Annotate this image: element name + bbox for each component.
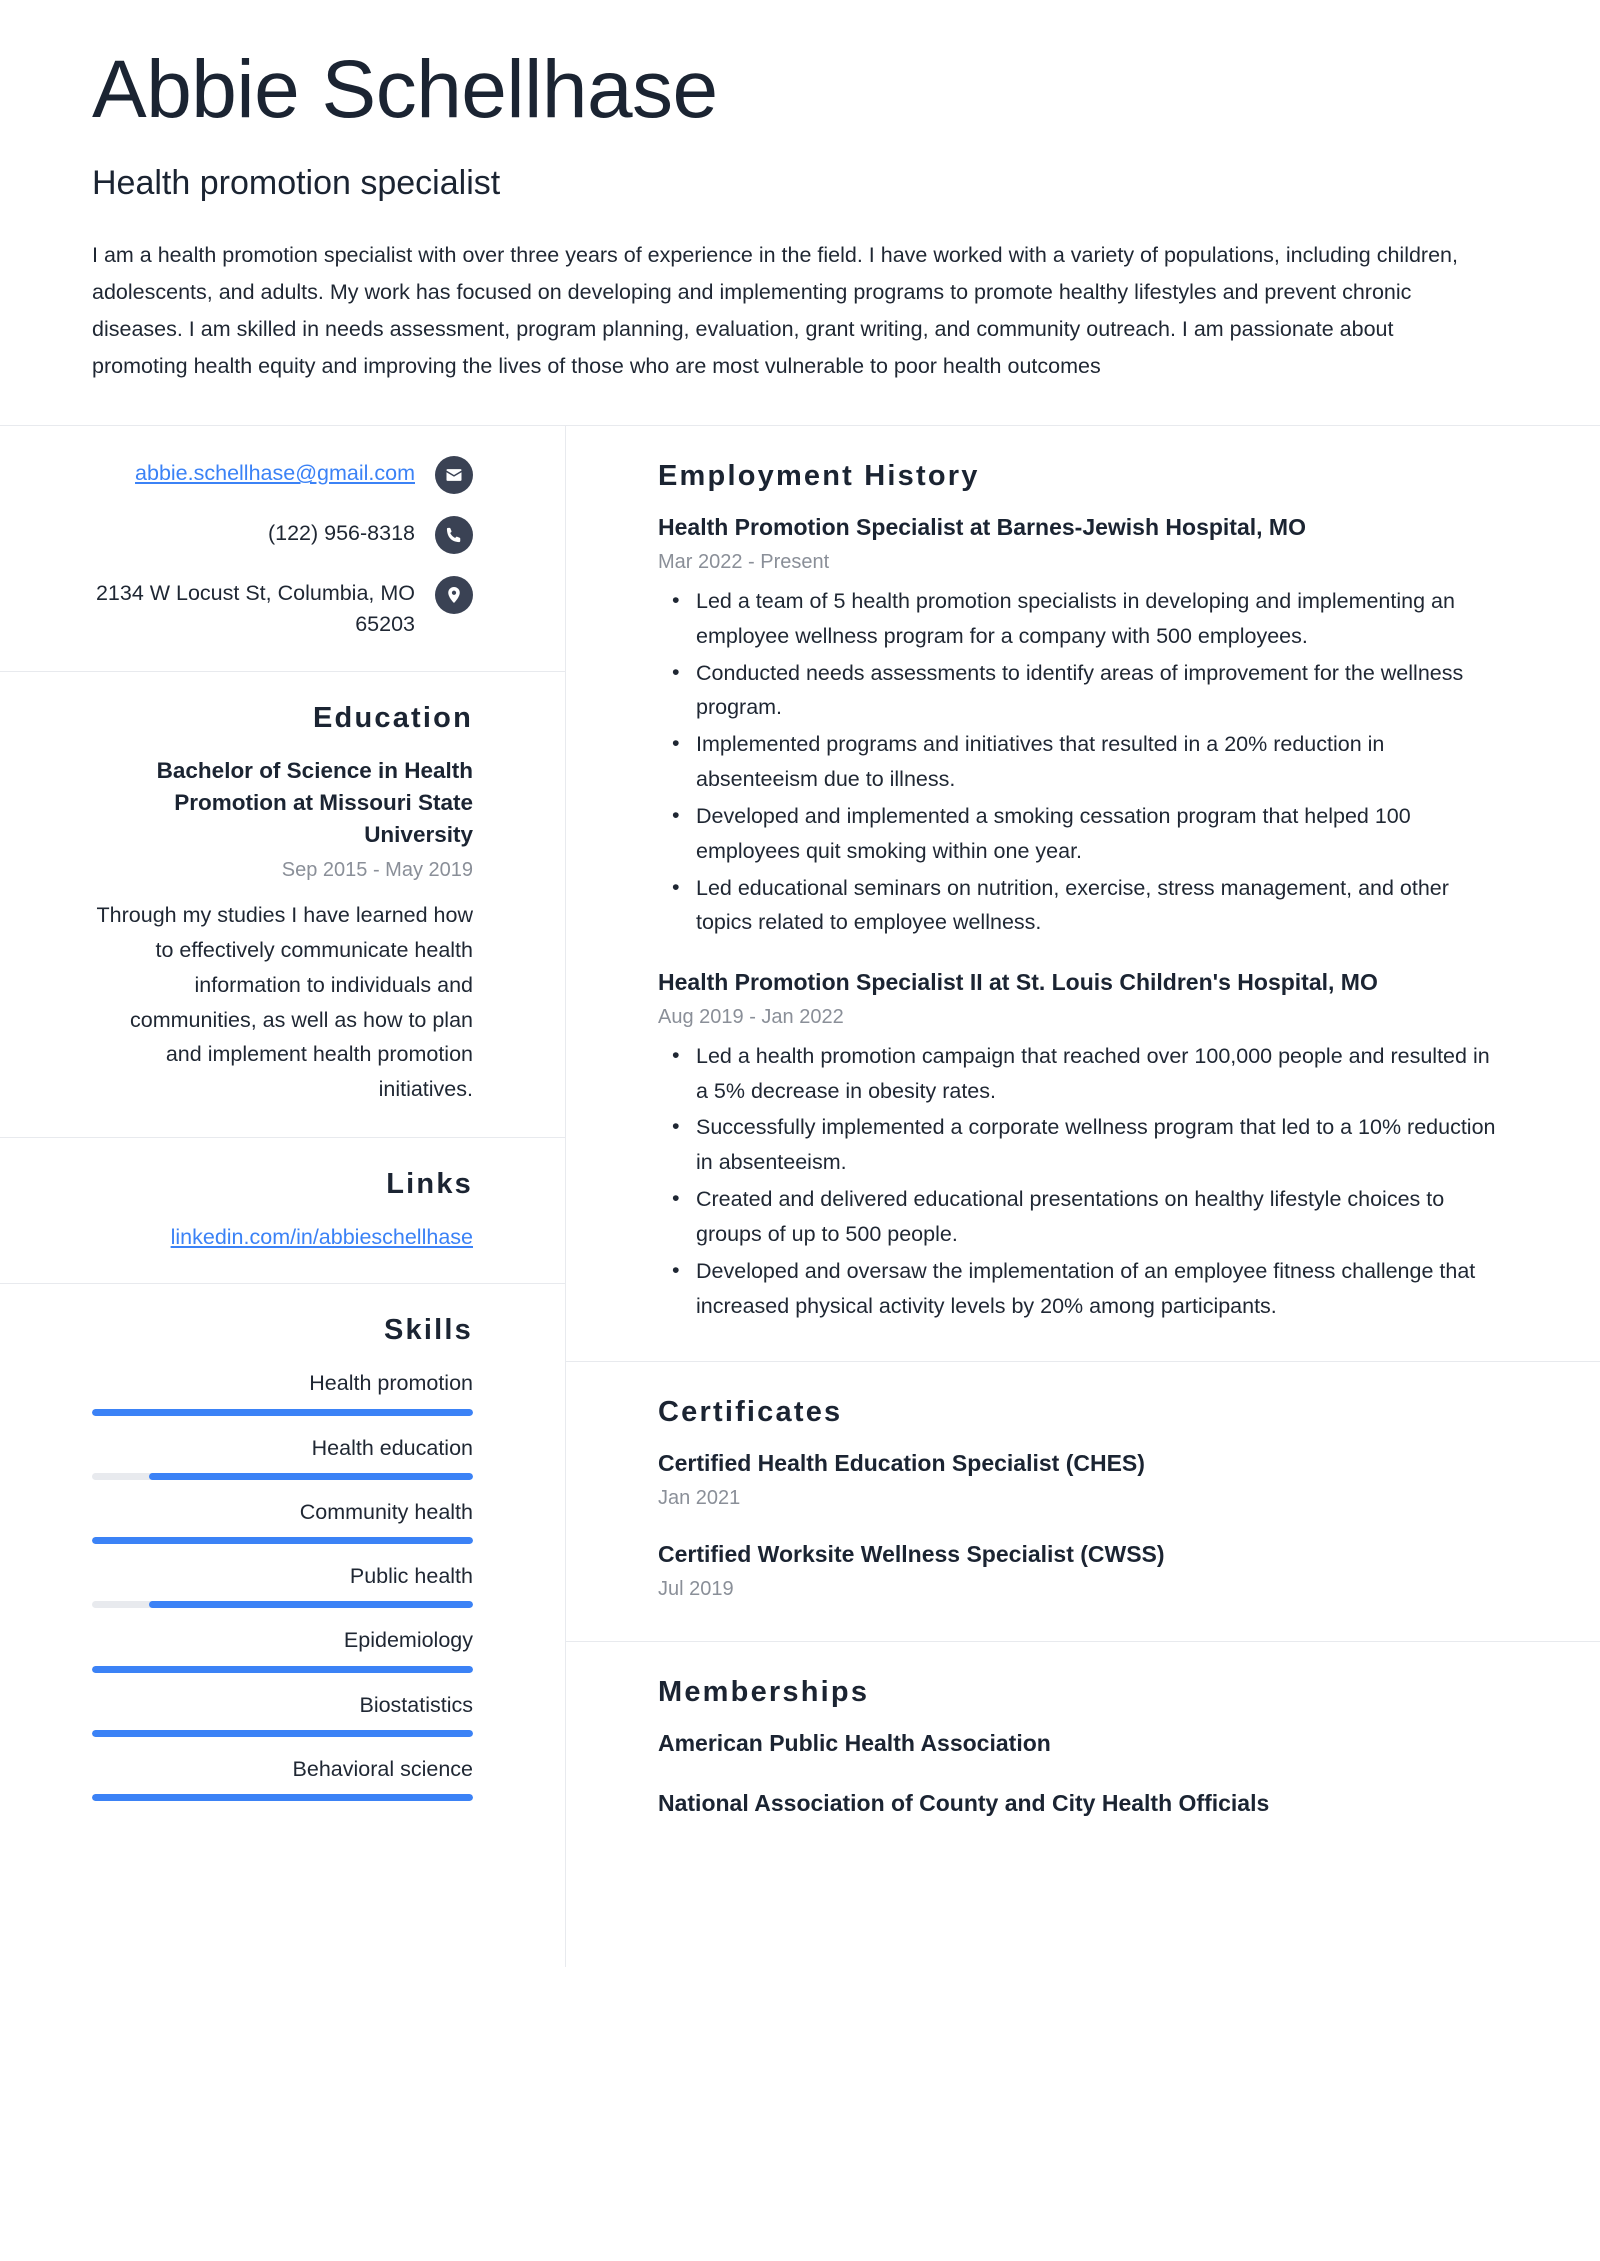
skill-label: Community health	[299, 1499, 473, 1524]
skill-item	[92, 1367, 473, 1415]
skill-bar-fill	[92, 1666, 473, 1673]
skill-bar	[92, 1666, 473, 1673]
skill-bar-fill	[92, 1537, 473, 1544]
skill-bar	[92, 1409, 473, 1416]
contact-details-section	[0, 426, 565, 672]
skill-label: Public health	[349, 1564, 473, 1589]
skill-label: Health education	[311, 1435, 473, 1460]
employment-date: Mar 2022 - Present	[658, 550, 830, 573]
sidebar	[0, 426, 566, 1967]
professional-summary: I am a health promotion specialist with over three years of experience in the field. I have worked with a variety of populations, including children, adolescents, and adults. My work has focused on developing and implementing programs to promote healthy lifestyles and prevent chronic diseases. I am skilled in needs assessment, program planning, evaluation, grant writing, and community outreach. I am passionate about promoting health equity and improving the lives of those who are most vulnerable to poor health outcomes	[92, 243, 1458, 379]
contact-address-row[interactable]	[92, 576, 473, 639]
skill-bar	[92, 1537, 473, 1544]
employment-title: Health Promotion Specialist II at St. Louis Children's Hospital, MO	[658, 969, 1378, 996]
skill-bar-fill	[149, 1601, 473, 1608]
skill-label: Epidemiology	[343, 1628, 473, 1653]
list-item[interactable]	[92, 1221, 473, 1253]
skill-item	[92, 1624, 473, 1672]
memberships-section	[566, 1642, 1600, 1858]
skill-bar	[92, 1730, 473, 1737]
certificate-title: Certified Health Education Specialist (CHES)	[658, 1450, 1145, 1477]
job-title: Health promotion specialist	[92, 163, 501, 202]
sidebar-spacer	[92, 1817, 473, 1937]
skill-bar	[92, 1794, 473, 1801]
list-item: • Implemented programs and initiatives that resulted in a 20% reduction in absenteeism due to illness.	[658, 727, 1504, 797]
skill-item	[92, 1753, 473, 1801]
links-section	[0, 1138, 565, 1284]
certificate-entry	[658, 1538, 1504, 1603]
envelope-icon	[435, 456, 473, 494]
employment-history-heading: Employment History	[658, 460, 980, 493]
skill-item	[92, 1432, 473, 1480]
certificate-entry	[658, 1447, 1504, 1512]
employment-entry	[658, 966, 1504, 1323]
contact-address-text: 2134 W Locust St, Columbia, MO 65203	[95, 581, 415, 636]
skill-bar	[92, 1601, 473, 1608]
resume-body	[0, 426, 1600, 1967]
skill-bar-fill	[149, 1473, 473, 1480]
employment-title: Health Promotion Specialist at Barnes-Jewish Hospital, MO	[658, 514, 1306, 541]
employment-history-section	[566, 426, 1600, 1362]
list-item: • Led a team of 5 health promotion specialists in developing and implementing an employee wellness program for a company with 500 employees.	[658, 584, 1504, 654]
page-title: Abbie Schellhase	[92, 44, 718, 135]
education-heading: Education	[313, 702, 473, 735]
contact-email-row[interactable]	[92, 456, 473, 494]
certificates-heading: Certificates	[658, 1396, 843, 1429]
certificate-date: Jul 2019	[658, 1577, 734, 1600]
skill-item	[92, 1496, 473, 1544]
skills-heading: Skills	[384, 1314, 473, 1347]
education-degree: Bachelor of Science in Health Promotion at Missouri State University	[156, 758, 473, 848]
main-content	[566, 426, 1600, 1967]
location-pin-icon	[435, 576, 473, 614]
email-link[interactable]: abbie.schellhase@gmail.com	[135, 461, 415, 486]
skill-bar-fill	[92, 1409, 473, 1416]
list-item: • Developed and oversaw the implementation of an employee fitness challenge that increased physical activity levels by 20% among participants.	[658, 1254, 1504, 1324]
list-item: • Created and delivered educational presentations on healthy lifestyle choices to groups of up to 500 people.	[658, 1182, 1504, 1252]
links-heading: Links	[386, 1168, 473, 1201]
list-item: American Public Health Association	[658, 1729, 1051, 1756]
skill-bar	[92, 1473, 473, 1480]
list-item: • Led a health promotion campaign that reached over 100,000 people and resulted in a 5% decrease in obesity rates.	[658, 1039, 1504, 1109]
phone-icon	[435, 516, 473, 554]
skill-bar-fill	[92, 1730, 473, 1737]
contact-email-text	[135, 456, 415, 489]
education-entry	[92, 755, 473, 1107]
employment-bullets	[658, 1039, 1504, 1324]
list-item: • Successfully implemented a corporate wellness program that led to a 10% reduction in absenteeism.	[658, 1110, 1504, 1180]
employment-entry	[658, 511, 1504, 940]
skill-label: Health promotion	[309, 1371, 473, 1396]
list-item: • Led educational seminars on nutrition, exercise, stress management, and other topics related to employee wellness.	[658, 871, 1504, 941]
skill-label: Biostatistics	[359, 1692, 473, 1717]
skill-bar-fill	[92, 1794, 473, 1801]
contact-phone-text: (122) 956-8318	[267, 521, 415, 546]
employment-bullets	[658, 584, 1504, 940]
list-item: • Developed and implemented a smoking cessation program that helped 100 employees quit smoking within one year.	[658, 799, 1504, 869]
education-description: Through my studies I have learned how to effectively communicate health information to individuals and communities, as well as how to plan and implement health promotion initiatives.	[96, 903, 473, 1102]
skill-item	[92, 1560, 473, 1608]
contact-phone-row[interactable]	[92, 516, 473, 554]
employment-date: Aug 2019 - Jan 2022	[658, 1005, 844, 1028]
list-item: National Association of County and City Health Officials	[658, 1790, 1270, 1817]
certificates-section	[566, 1362, 1600, 1641]
linkedin-link[interactable]: linkedin.com/in/abbieschellhase	[170, 1225, 473, 1250]
certificate-date: Jan 2021	[658, 1487, 741, 1510]
skill-label: Behavioral science	[292, 1756, 473, 1781]
education-date: Sep 2015 - May 2019	[281, 859, 473, 882]
certificate-title: Certified Worksite Wellness Specialist (CWSS)	[658, 1541, 1165, 1568]
education-section	[0, 672, 565, 1138]
skill-item	[92, 1689, 473, 1737]
list-item: • Conducted needs assessments to identify areas of improvement for the wellness program.	[658, 656, 1504, 726]
resume-header	[0, 0, 1600, 425]
memberships-heading: Memberships	[658, 1675, 870, 1708]
skills-section	[0, 1284, 565, 1967]
